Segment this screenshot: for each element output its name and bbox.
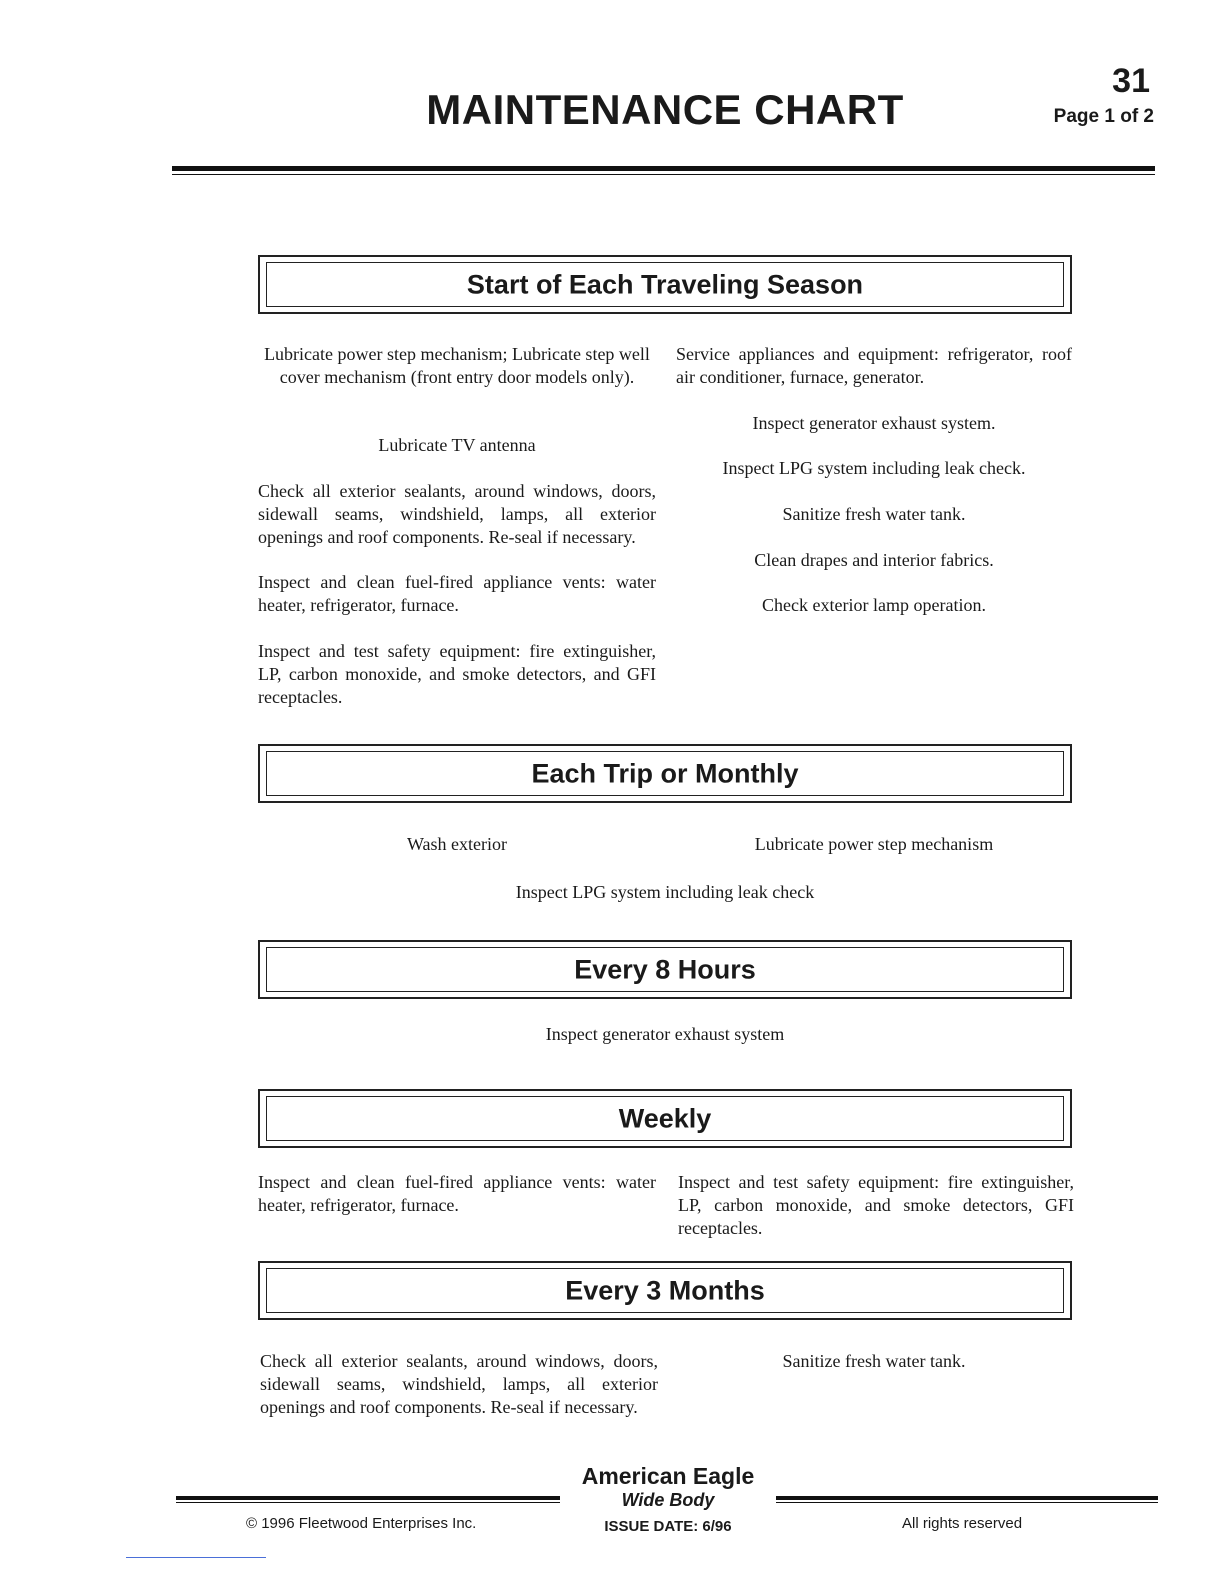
header-rule — [172, 166, 1155, 171]
section-header-trip — [258, 744, 1072, 803]
section-title-trip: Each Trip or Monthly — [531, 758, 799, 788]
months-item-check-sealants: Check all exterior sealants, around windows, doors, sidewall seams, windshield, lamps, all exterior openings and roof components. Re-seal if necessary. — [260, 1351, 658, 1417]
page-of-count: Page 1 of 2 — [1053, 106, 1154, 127]
trip-item-wash-exterior: Wash exterior — [406, 834, 507, 854]
trip-item-lpg-system: Inspect LPG system including leak check — [515, 882, 815, 902]
section-header-weekly — [258, 1089, 1072, 1148]
season-item-tv-antenna: Lubricate TV antenna — [378, 435, 536, 455]
months-item-sanitize-tank: Sanitize fresh water tank. — [782, 1351, 966, 1371]
season-item-clean-drapes: Clean drapes and interior fabrics. — [754, 550, 994, 570]
page-number: 31 — [1112, 62, 1150, 100]
trip-item-lubricate-step: Lubricate power step mechanism — [754, 834, 994, 854]
section-header-8-hours — [258, 940, 1072, 999]
footer-rights: All rights reserved — [902, 1515, 1023, 1532]
season-item-exterior-lamps: Check exterior lamp operation. — [762, 595, 986, 615]
weekly-item-clean-vents: Inspect and clean fuel-fired appliance vents: water heater, refrigerator, furnace. — [258, 1172, 656, 1215]
season-item-check-sealants: Check all exterior sealants, around windows, doors, sidewall seams, windshield, lamps, all exterior openings and roof components. Re-seal if necessary. — [258, 481, 656, 547]
footer-issue-date: ISSUE DATE: 6/96 — [604, 1518, 732, 1535]
hours-item-generator-exhaust: Inspect generator exhaust system — [545, 1024, 785, 1044]
season-item-lpg-system: Inspect LPG system including leak check. — [722, 458, 1026, 478]
page-title: MAINTENANCE CHART — [426, 86, 904, 133]
season-item-sanitize-tank: Sanitize fresh water tank. — [782, 504, 966, 524]
section-header-3-months — [258, 1261, 1072, 1320]
header-rule-thin — [172, 174, 1155, 175]
weekly-item-safety-equipment: Inspect and test safety equipment: fire extinguisher, LP, carbon monoxide, and smoke detectors, GFI receptacles. — [678, 1172, 1074, 1238]
season-item-safety-equipment: Inspect and test safety equipment: fire extinguisher, LP, carbon monoxide, and smoke detectors, and GFI receptacles. — [258, 641, 656, 707]
footer-underline-mark — [126, 1557, 266, 1558]
season-item-service-appliances: Service appliances and equipment: refrigerator, roof air conditioner, furnace, generator. — [676, 344, 1072, 387]
section-title-3-months: Every 3 Months — [565, 1275, 765, 1305]
season-item-clean-vents: Inspect and clean fuel-fired appliance vents: water heater, refrigerator, furnace. — [258, 572, 656, 615]
section-title-8-hours: Every 8 Hours — [574, 954, 756, 984]
footer-brand: American Eagle — [581, 1463, 755, 1489]
season-item-generator-exhaust: Inspect generator exhaust system. — [752, 413, 996, 433]
section-title-weekly: Weekly — [618, 1103, 712, 1133]
section-header-season — [258, 255, 1072, 314]
footer-model: Wide Body — [621, 1490, 715, 1510]
season-item-lubricate-step: Lubricate power step mechanism; Lubricate step well cover mechanism (front entry door models only). — [264, 344, 650, 387]
section-title-season: Start of Each Traveling Season — [466, 269, 864, 299]
footer-copyright: © 1996 Fleetwood Enterprises Inc. — [246, 1515, 477, 1532]
